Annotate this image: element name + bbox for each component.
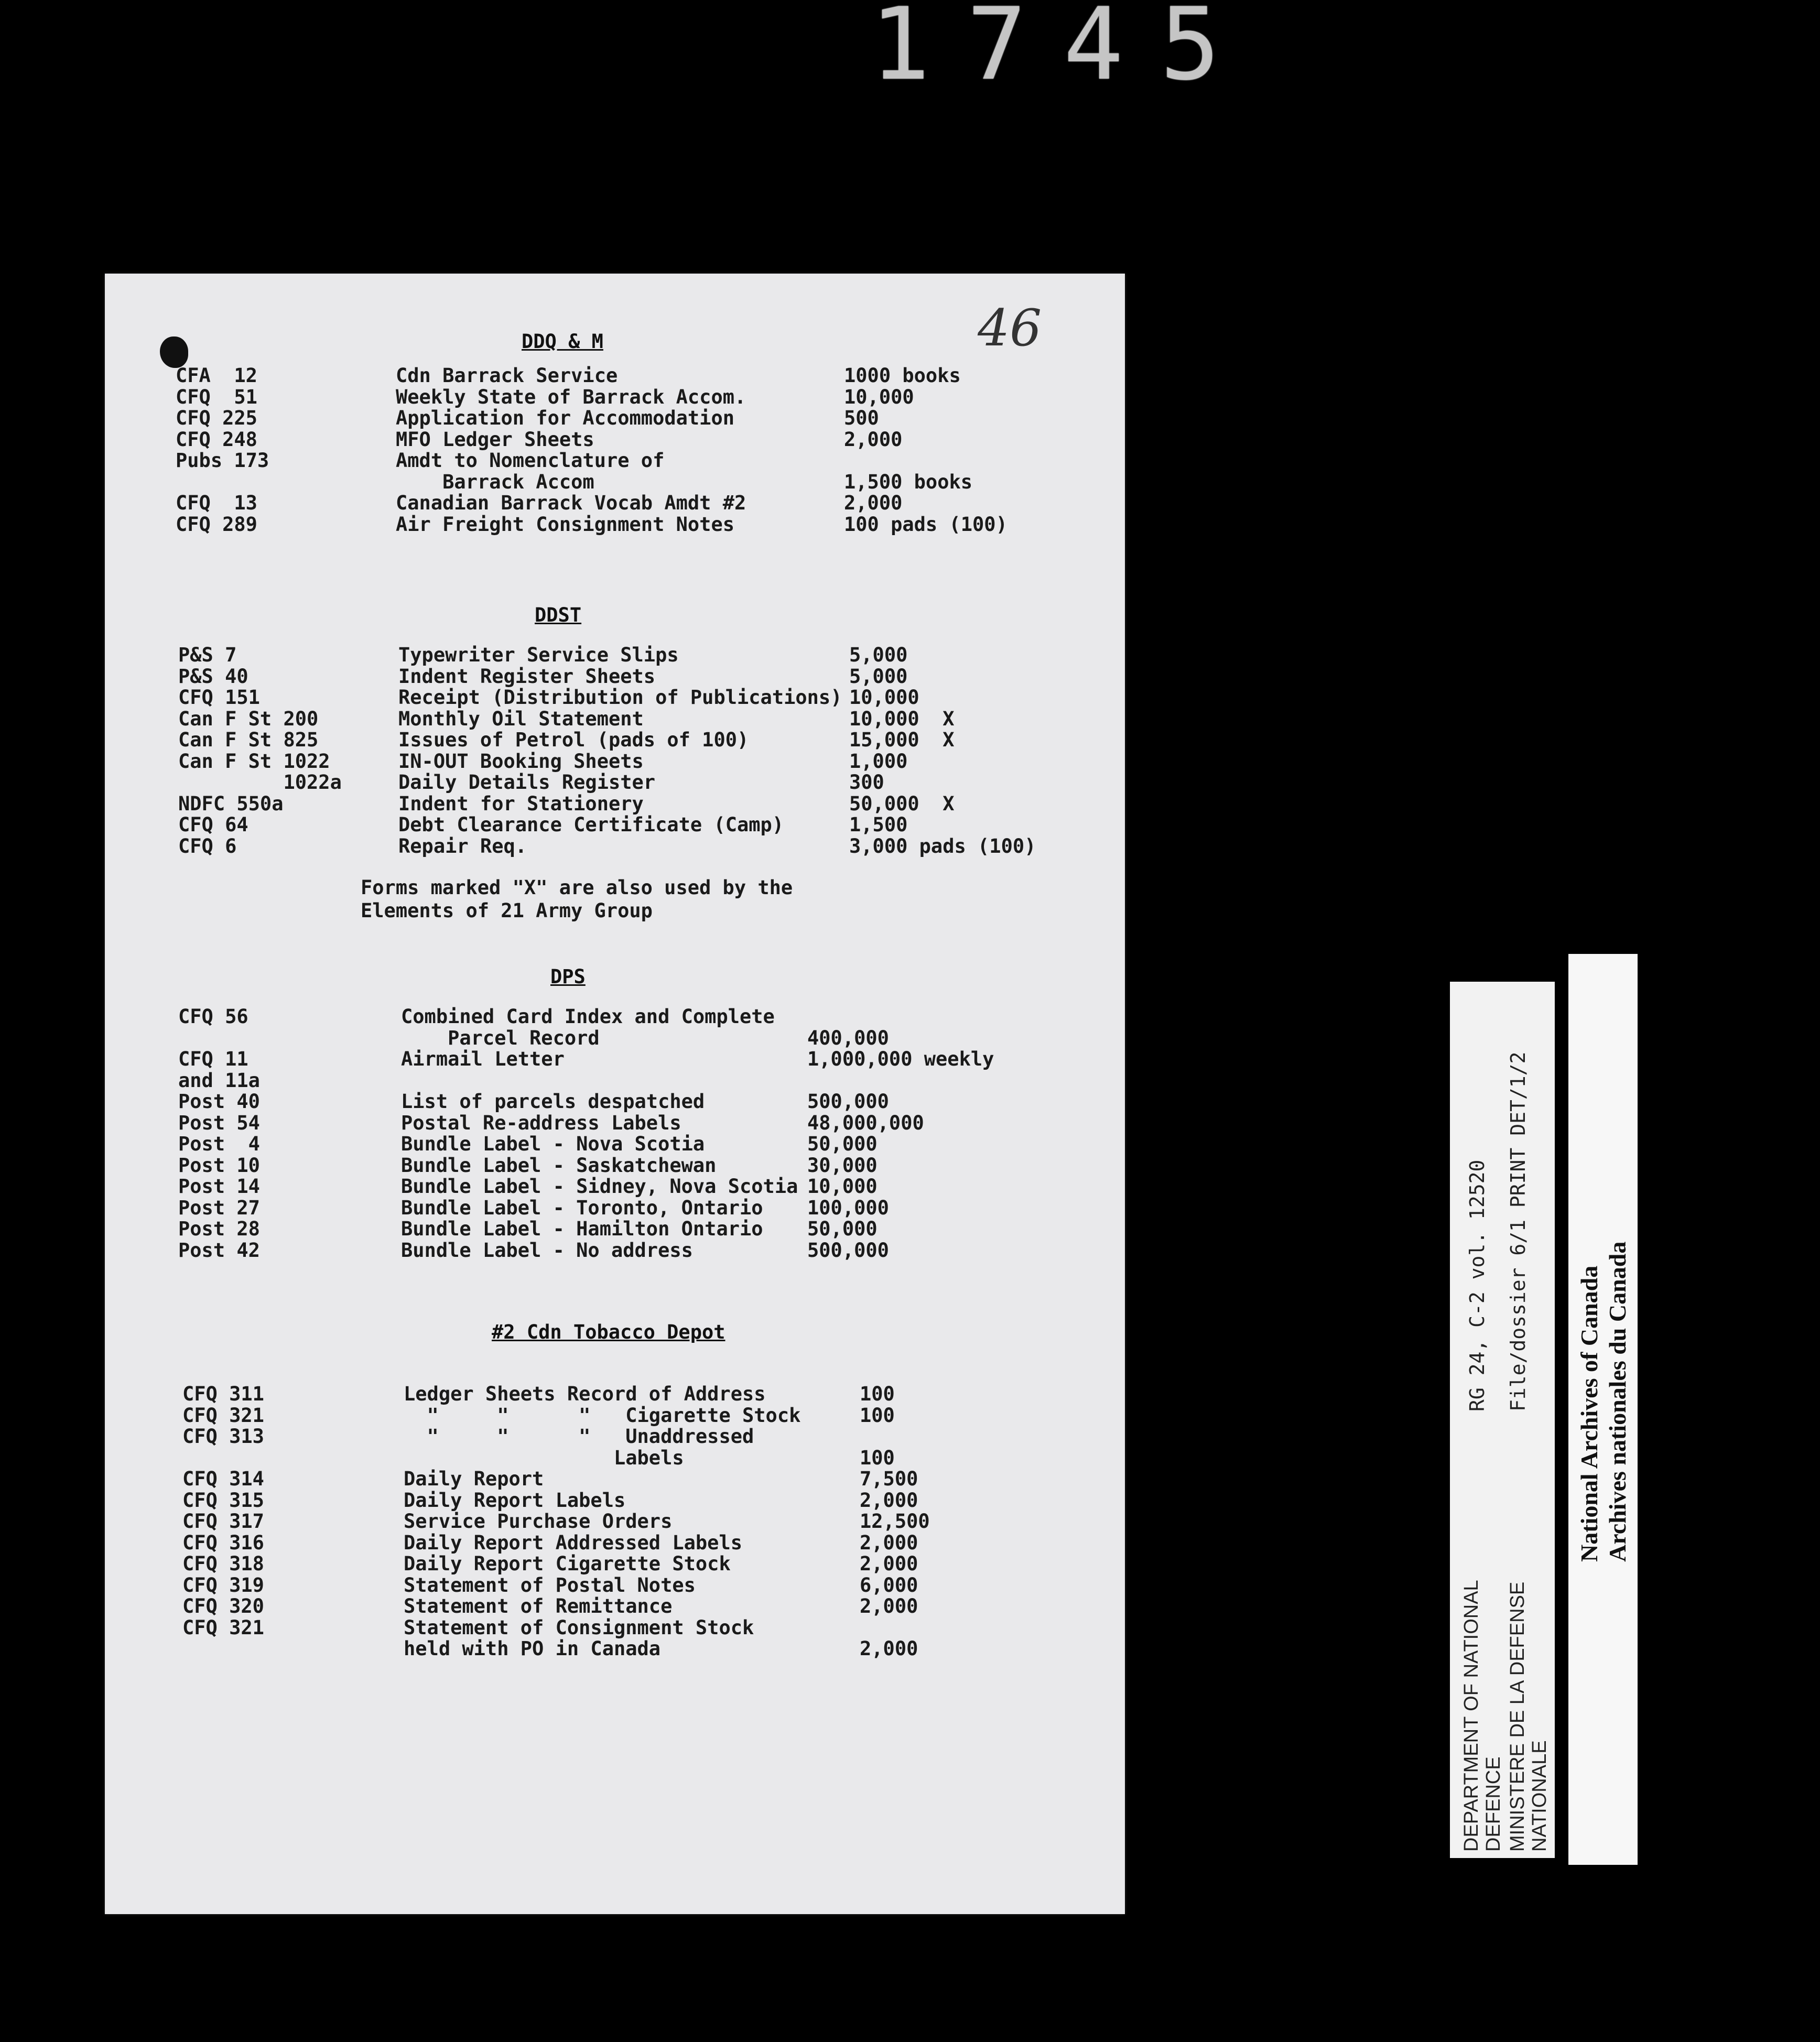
form-number: CFQ 319 xyxy=(182,1573,264,1596)
department-label-en: DEPARTMENT OF NATIONAL DEFENCE xyxy=(1460,1580,1504,1852)
document-page xyxy=(105,274,1125,1914)
form-description: Bundle Label - Sidney, Nova Scotia xyxy=(401,1175,798,1198)
section-title: DDQ & M xyxy=(522,330,603,353)
form-quantity: 1,000 xyxy=(849,750,908,773)
form-quantity: 2,000 xyxy=(860,1552,918,1575)
form-quantity: 500,000 xyxy=(807,1090,889,1113)
form-number: CFQ 315 xyxy=(182,1489,264,1512)
form-description: Daily Report Labels xyxy=(404,1489,626,1512)
form-description: Bundle Label - No address xyxy=(401,1239,693,1262)
archive-label-slip xyxy=(1450,982,1555,1858)
file-reference: File/dossier 6/1 PRINT DET/1/2 xyxy=(1507,1051,1530,1411)
form-quantity: 50,000 X xyxy=(849,792,955,815)
form-quantity: 2,000 xyxy=(844,492,903,514)
form-description: Indent for Stationery xyxy=(398,792,644,815)
form-description: Indent Register Sheets xyxy=(398,665,656,688)
punch-hole xyxy=(160,336,188,368)
form-number: Post 54 xyxy=(178,1111,260,1134)
form-quantity: 400,000 xyxy=(807,1026,889,1049)
form-number: NDFC 550a xyxy=(178,792,284,815)
form-quantity: 1000 books xyxy=(844,364,961,387)
form-description: Amdt to Nomenclature of xyxy=(396,449,665,472)
section-title: #2 Cdn Tobacco Depot xyxy=(492,1321,725,1343)
form-number: CFQ 248 xyxy=(176,428,257,451)
form-number: P&S 7 xyxy=(178,644,237,666)
form-quantity: 500 xyxy=(844,407,879,429)
form-quantity: 1,500 xyxy=(849,813,908,836)
form-number: Post 40 xyxy=(178,1090,260,1113)
form-description: Repair Req. xyxy=(398,834,527,857)
form-number: CFQ 320 xyxy=(182,1595,264,1617)
form-quantity: 100 xyxy=(860,1383,895,1405)
form-quantity: 2,000 xyxy=(860,1637,918,1660)
form-quantity: 500,000 xyxy=(807,1239,889,1262)
section-title: DDST xyxy=(535,604,582,626)
form-number: Can F St 825 xyxy=(178,729,319,751)
form-description: Service Purchase Orders xyxy=(404,1510,673,1533)
section-title: DPS xyxy=(550,965,586,988)
form-description: Airmail Letter xyxy=(401,1048,565,1070)
form-number: CFQ 314 xyxy=(182,1468,264,1490)
form-number: CFQ 321 xyxy=(182,1616,264,1639)
form-quantity: 50,000 xyxy=(807,1218,878,1240)
form-number: Post 42 xyxy=(178,1239,260,1262)
form-number: Post 28 xyxy=(178,1218,260,1240)
form-description: Labels xyxy=(404,1446,684,1469)
form-quantity: 5,000 xyxy=(849,644,908,666)
record-group-reference: RG 24, C-2 vol. 12520 xyxy=(1466,1159,1489,1411)
form-number: CFQ 316 xyxy=(182,1531,264,1554)
form-description: Application for Accommodation xyxy=(396,407,735,429)
department-label-fr: MINISTERE DE LA DEFENSE NATIONALE xyxy=(1507,1581,1551,1852)
form-number: CFQ 6 xyxy=(178,834,237,857)
form-quantity: 100 pads (100) xyxy=(844,513,1008,536)
form-quantity: 100,000 xyxy=(807,1196,889,1219)
form-number: CFQ 64 xyxy=(178,813,248,836)
archives-name-en: National Archives of Canada xyxy=(1576,1265,1602,1562)
form-number: Post 10 xyxy=(178,1154,260,1177)
form-number: Pubs 173 xyxy=(176,449,269,472)
form-description: Daily Report Addressed Labels xyxy=(404,1531,743,1554)
form-quantity: 50,000 xyxy=(807,1133,878,1155)
form-description: Bundle Label - Toronto, Ontario xyxy=(401,1196,763,1219)
archives-name-fr: Archives nationales du Canada xyxy=(1604,1241,1631,1562)
form-quantity: 10,000 xyxy=(844,385,914,408)
form-description: MFO Ledger Sheets xyxy=(396,428,594,451)
form-number: P&S 40 xyxy=(178,665,248,688)
form-quantity: 300 xyxy=(849,771,884,794)
form-description: IN-OUT Booking Sheets xyxy=(398,750,644,773)
form-description: Statement of Consignment Stock xyxy=(404,1616,754,1639)
form-quantity: 2,000 xyxy=(860,1489,918,1512)
form-quantity: 2,000 xyxy=(844,428,903,451)
form-quantity: 12,500 xyxy=(860,1510,930,1533)
form-description: Bundle Label - Saskatchewan xyxy=(401,1154,717,1177)
form-description: Bundle Label - Nova Scotia xyxy=(401,1133,705,1155)
form-quantity: 48,000,000 xyxy=(807,1111,924,1134)
form-description: Issues of Petrol (pads of 100) xyxy=(398,729,749,751)
form-number: CFQ 51 xyxy=(176,385,257,408)
form-quantity: 5,000 xyxy=(849,665,908,688)
form-description: " " " Unaddressed xyxy=(404,1425,754,1448)
form-number: CFQ 151 xyxy=(178,686,260,709)
form-number: CFQ 11 xyxy=(178,1048,248,1070)
form-number: CFQ 311 xyxy=(182,1383,264,1405)
form-quantity: 15,000 X xyxy=(849,729,955,751)
form-description: Statement of Remittance xyxy=(404,1595,673,1617)
form-number: CFQ 289 xyxy=(176,513,257,536)
form-description: Weekly State of Barrack Accom. xyxy=(396,385,746,408)
form-description: Monthly Oil Statement xyxy=(398,707,644,730)
form-number: and 11a xyxy=(178,1069,260,1092)
form-description: Bundle Label - Hamilton Ontario xyxy=(401,1218,763,1240)
form-quantity: 3,000 pads (100) xyxy=(849,834,1036,857)
form-number: CFQ 318 xyxy=(182,1552,264,1575)
form-quantity: 6,000 xyxy=(860,1573,918,1596)
form-description: Ledger Sheets Record of Address xyxy=(404,1383,766,1405)
form-number: CFA 12 xyxy=(176,364,257,387)
form-number: Post 4 xyxy=(178,1133,260,1155)
form-number: CFQ 313 xyxy=(182,1425,264,1448)
form-description: Receipt (Distribution of Publications) xyxy=(398,686,842,709)
form-description: Barrack Accom xyxy=(396,470,594,493)
form-quantity: 1,000,000 weekly xyxy=(807,1048,994,1070)
form-description: held with PO in Canada xyxy=(404,1637,661,1660)
form-description: Typewriter Service Slips xyxy=(398,644,679,666)
form-quantity: 10,000 X xyxy=(849,707,955,730)
frame-number: 1745 xyxy=(870,0,1257,102)
form-description: List of parcels despatched xyxy=(401,1090,705,1113)
form-description: Canadian Barrack Vocab Amdt #2 xyxy=(396,492,746,514)
form-quantity: 100 xyxy=(860,1446,895,1469)
form-description: Daily Report xyxy=(404,1468,544,1490)
form-number: CFQ 321 xyxy=(182,1404,264,1427)
form-description: Debt Clearance Certificate (Camp) xyxy=(398,813,784,836)
form-description: " " " Cigarette Stock xyxy=(404,1404,801,1427)
form-number: CFQ 225 xyxy=(176,407,257,429)
form-number: CFQ 317 xyxy=(182,1510,264,1533)
form-description: Daily Report Cigarette Stock xyxy=(404,1552,731,1575)
section-note: Forms marked "X" are also used by the Elements of 21 Army Group xyxy=(361,876,793,922)
form-number: Post 14 xyxy=(178,1175,260,1198)
form-quantity: 2,000 xyxy=(860,1531,918,1554)
form-description: Daily Details Register xyxy=(398,771,656,794)
form-number: Post 27 xyxy=(178,1196,260,1219)
form-quantity: 2,000 xyxy=(860,1595,918,1617)
form-description: Cdn Barrack Service xyxy=(396,364,618,387)
form-number: CFQ 56 xyxy=(178,1005,248,1028)
form-number: CFQ 13 xyxy=(176,492,257,514)
form-number: Can F St 200 xyxy=(178,707,319,730)
form-quantity: 7,500 xyxy=(860,1468,918,1490)
handwritten-page-number: 46 xyxy=(978,299,1042,357)
form-description: Combined Card Index and Complete xyxy=(401,1005,775,1028)
form-quantity: 10,000 xyxy=(849,686,919,709)
form-description: Statement of Postal Notes xyxy=(404,1573,696,1596)
archives-label-slip xyxy=(1568,954,1638,1865)
form-number: Can F St 1022 xyxy=(178,750,330,773)
form-quantity: 1,500 books xyxy=(844,470,973,493)
form-number: 1022a xyxy=(178,771,342,794)
form-description: Parcel Record xyxy=(401,1026,600,1049)
form-description: Postal Re-address Labels xyxy=(401,1111,681,1134)
form-quantity: 100 xyxy=(860,1404,895,1427)
form-quantity: 10,000 xyxy=(807,1175,878,1198)
form-description: Air Freight Consignment Notes xyxy=(396,513,735,536)
form-quantity: 30,000 xyxy=(807,1154,878,1177)
